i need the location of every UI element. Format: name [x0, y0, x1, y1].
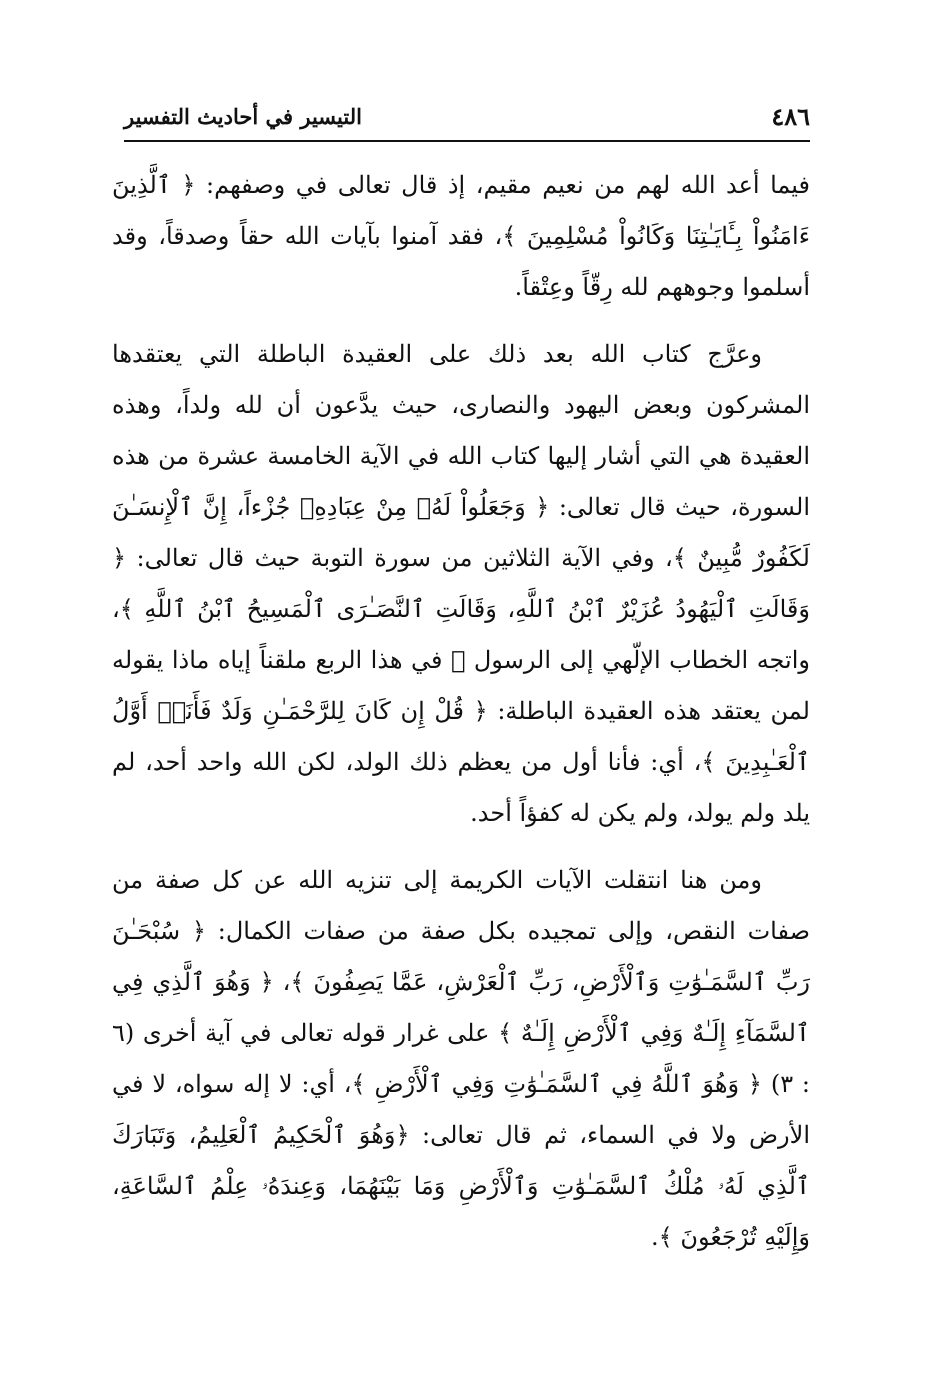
page-body [112, 160, 810, 1279]
paragraph-1: فيما أعد الله لهم من نعيم مقيم، إذ قال تعالى في وصفهم: ﴿ ٱلَّذِينَ ءَامَنُواْ بِـَٔايَـٰتِنَا وَكَانُواْ مُسْلِمِينَ ﴾، فقد آمنوا بآيات الله حقاً وصدقاً، وقد أسلموا وجوههم لله رِقّاً وعِتْقاً. [112, 171, 811, 301]
paragraph-2: وعرَّج كتاب الله بعد ذلك على العقيدة الباطلة التي يعتقدها المشركون وبعض اليهود والنصارى، حيث يدَّعون أن لله ولداً، وهذه العقيدة هي التي أشار إليها كتاب الله في الآية الخامسة عشرة من هذه السورة، حيث قال تعالى: ﴿ وَجَعَلُواْ لَهُۥ مِنْ عِبَادِهِۦ جُزْءاً، إِنَّ ٱلْإِنسَـٰنَ لَكَفُورٌ مُّبِينٌ ﴾، وفي الآية الثلاثين من سورة التوبة حيث قال تعالى: ﴿ وَقَالَتِ ٱلْيَهُودُ عُزَيْرٌ ٱبْنُ ٱللَّهِ، وَقَالَتِ ٱلنَّصَـٰرَى ٱلْمَسِيحُ ٱبْنُ ٱللَّهِ ﴾، واتجه الخطاب الإلّهي إلى الرسول ﷺ في هذا الربع ملقناً إياه ماذا يقوله لمن يعتقد هذه العقيدة الباطلة: ﴿ قُلْ إِن كَانَ لِلرَّحْمَـٰنِ وَلَدٌ فَأَنَا۠ أَوَّلُ ٱلْعَـٰبِدِينَ ﴾، أي: فأنا أول من يعظم ذلك الولد، لكن الله واحد أحد، لم يلد ولم يولد، ولم يكن له كفؤاً أحد. [112, 340, 810, 827]
header-divider [124, 140, 810, 142]
paragraph-3: ومن هنا انتقلت الآيات الكريمة إلى تنزيه الله عن كل صفة من صفات النقص، وإلى تمجيده بكل صفة من صفات الكمال: ﴿ سُبْحَـٰنَ رَبِّ ٱلسَّمَـٰوَٰتِ وَٱلْأَرْضِ، رَبِّ ٱلْعَرْشِ، عَمَّا يَصِفُونَ ﴾، ﴿ وَهُوَ ٱلَّذِي فِي ٱلسَّمَآءِ إِلَـٰهٌ وَفِي ٱلْأَرْضِ إِلَـٰهٌ ﴾ على غرار قوله تعالى في آية أخرى (٦ : ٣) ﴿ وَهُوَ ٱللَّهُ فِي ٱلسَّمَـٰوَٰتِ وَفِي ٱلْأَرْضِ ﴾، أي: لا إله سواه، لا في الأرض ولا في السماء، ثم قال تعالى: ﴿وَهُوَ ٱلْحَكِيمُ ٱلْعَلِيمُ، وَتَبَارَكَ ٱلَّذِي لَهُۥ مُلْكُ ٱلسَّمَـٰوَٰتِ وَٱلْأَرْضِ وَمَا بَيْنَهُمَا، وَعِندَهُۥ عِلْمُ ٱلسَّاعَةِ، وَإِلَيْهِ تُرْجَعُونَ ﴾. [112, 866, 811, 1251]
running-title: التيسير في أحاديث التفسير [124, 104, 362, 129]
page-number: ٤٨٦ [771, 102, 810, 131]
page-header [124, 100, 810, 142]
